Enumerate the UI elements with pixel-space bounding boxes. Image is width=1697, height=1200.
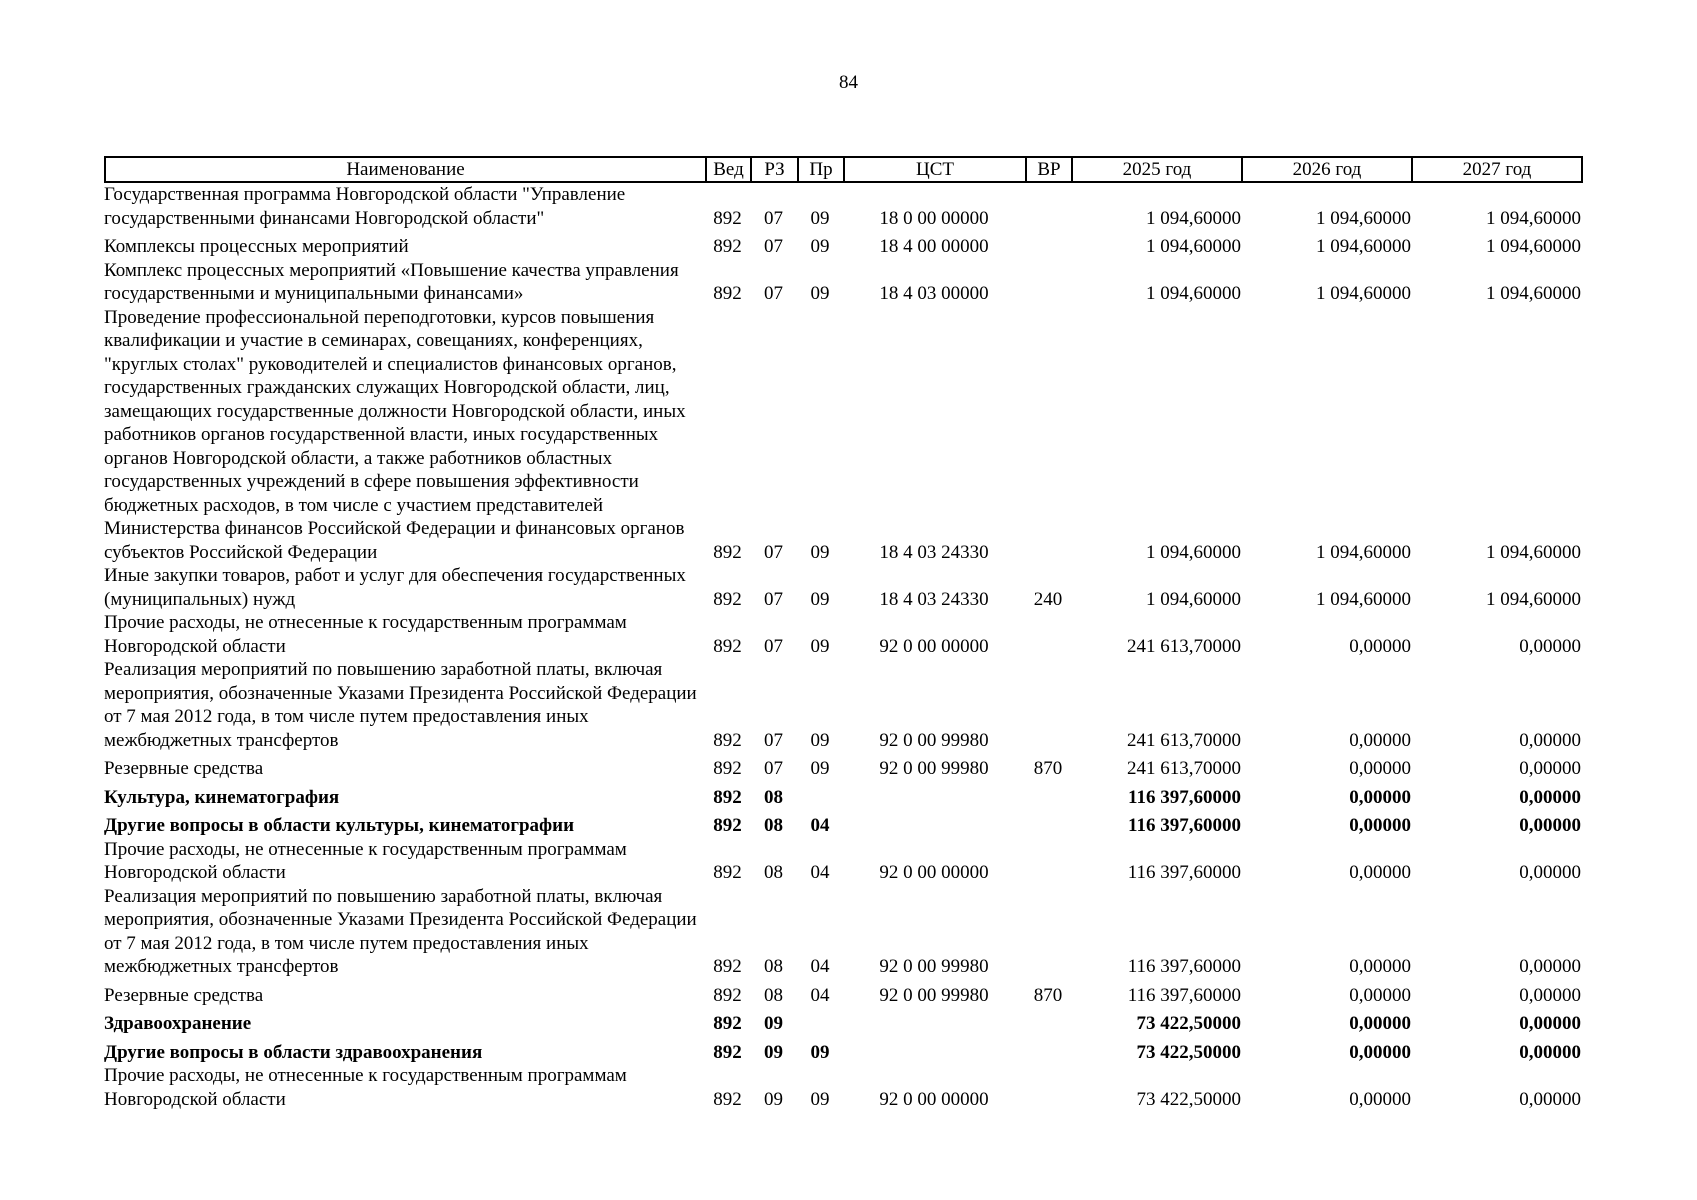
table-row xyxy=(104,259,1581,306)
row-cst xyxy=(843,1041,1025,1065)
row-cst: 92 0 00 99980 xyxy=(879,984,989,1006)
row-ved: 892 xyxy=(713,1088,742,1110)
table-row xyxy=(104,757,1581,781)
row-pr: 04 xyxy=(810,956,830,977)
row-pr: 09 xyxy=(810,729,830,751)
row-ved: 892 xyxy=(713,758,742,779)
row-name: Культура, кинематография xyxy=(104,786,340,808)
row-cst xyxy=(843,814,1025,838)
row-ved: 892 xyxy=(713,729,742,751)
row-2027: 0,00000 xyxy=(1519,786,1581,808)
budget-table xyxy=(104,183,1581,1111)
row-ved: 892 xyxy=(713,786,742,808)
table-row xyxy=(104,1041,1581,1065)
row-2027: 0,00000 xyxy=(1519,1088,1581,1110)
row-ved: 892 xyxy=(713,1041,742,1063)
page-number: 84 xyxy=(839,72,858,93)
row-2027: 1 094,60000 xyxy=(1486,588,1581,610)
row-pr: 09 xyxy=(810,283,830,304)
row-pr: 09 xyxy=(810,588,830,610)
row-name: Комплекс процессных мероприятий «Повышение качества управления государственными и муниципальными финансами» xyxy=(104,259,679,304)
header-vr: ВР xyxy=(1026,157,1072,182)
row-vr xyxy=(1025,658,1071,752)
row-ved: 892 xyxy=(713,283,742,304)
row-rz: 09 xyxy=(764,1088,783,1110)
row-pr: 09 xyxy=(810,1088,830,1110)
row-cst: 18 4 00 00000 xyxy=(879,236,989,257)
row-cst: 92 0 00 99980 xyxy=(879,956,989,977)
row-2026: 1 094,60000 xyxy=(1316,541,1411,563)
row-vr: 870 xyxy=(1033,758,1063,779)
row-ved: 892 xyxy=(713,956,742,977)
header-name: Наименование xyxy=(105,157,706,182)
header-2026: 2026 год xyxy=(1242,157,1412,182)
table-row xyxy=(104,885,1581,979)
row-vr xyxy=(1025,1041,1071,1065)
row-2026: 0,00000 xyxy=(1349,984,1411,1006)
row-2027: 0,00000 xyxy=(1519,862,1581,883)
row-2025: 73 422,50000 xyxy=(1136,1013,1241,1034)
row-rz: 07 xyxy=(764,236,783,257)
row-vr xyxy=(1025,786,1071,810)
row-pr: 09 xyxy=(810,758,830,779)
row-2027: 0,00000 xyxy=(1519,635,1581,657)
row-rz: 08 xyxy=(764,956,783,977)
header-rz: РЗ xyxy=(751,157,798,182)
table-row xyxy=(104,838,1581,885)
row-rz: 07 xyxy=(764,283,783,304)
row-rz: 07 xyxy=(764,758,783,779)
row-2025: 116 397,60000 xyxy=(1127,984,1241,1006)
row-2027: 1 094,60000 xyxy=(1486,207,1581,229)
table-body xyxy=(104,183,1581,1111)
table-row xyxy=(104,611,1581,658)
row-rz: 07 xyxy=(764,635,783,657)
row-2025: 241 613,70000 xyxy=(1127,635,1241,657)
row-pr: 09 xyxy=(810,635,830,657)
row-2027: 0,00000 xyxy=(1519,729,1581,751)
row-2025: 1 094,60000 xyxy=(1146,588,1241,610)
row-pr: 04 xyxy=(810,984,830,1006)
row-vr xyxy=(1025,838,1071,885)
row-cst: 92 0 00 00000 xyxy=(879,635,989,657)
row-2026: 1 094,60000 xyxy=(1316,207,1411,229)
table-row xyxy=(104,658,1581,752)
row-name: Проведение профессиональной переподготовки, курсов повышения квалификации и участие в семинарах, совещаниях, конференциях, "круглых столах" руководителей и специалистов финансовых органов, государственных гражданских служащих Новгородской области, лиц, замещающих государственные должности Новгородской области, иных работников органов государственной власти, иных государственных органов Новгородской области, а также работников областных государственных учреждений в сфере повышения эффективности бюджетных расходов, в том числе с участием представителей Министерства финансов Российской Федерации и финансовых органов субъектов Российской Федерации xyxy=(104,306,686,563)
row-ved: 892 xyxy=(713,815,742,836)
row-vr xyxy=(1025,235,1071,259)
row-rz: 07 xyxy=(764,541,783,563)
row-2027: 1 094,60000 xyxy=(1486,236,1581,257)
table-row xyxy=(104,1012,1581,1036)
row-2025: 73 422,50000 xyxy=(1136,1041,1241,1063)
row-2027: 1 094,60000 xyxy=(1486,283,1581,304)
row-rz: 08 xyxy=(764,984,783,1006)
row-2026: 0,00000 xyxy=(1349,956,1411,977)
row-name: Иные закупки товаров, работ и услуг для обеспечения государственных (муниципальных) нужд xyxy=(104,565,686,610)
row-cst xyxy=(843,786,1025,810)
row-pr: 09 xyxy=(810,1041,830,1063)
row-ved: 892 xyxy=(713,635,742,657)
row-rz: 07 xyxy=(764,729,783,751)
row-2025: 73 422,50000 xyxy=(1136,1088,1241,1110)
row-2026: 1 094,60000 xyxy=(1316,236,1411,257)
row-name: Прочие расходы, не отнесенные к государственным программам Новгородской области xyxy=(104,612,627,657)
row-rz: 09 xyxy=(764,1013,783,1034)
row-cst: 92 0 00 00000 xyxy=(879,862,989,883)
row-name: Резервные средства xyxy=(104,758,264,779)
row-cst: 18 4 03 24330 xyxy=(879,588,989,610)
row-2026: 0,00000 xyxy=(1349,1013,1411,1034)
table-row xyxy=(104,984,1581,1008)
row-name: Другие вопросы в области здравоохранения xyxy=(104,1041,483,1063)
row-ved: 892 xyxy=(713,541,742,563)
row-2025: 241 613,70000 xyxy=(1127,758,1241,779)
row-vr xyxy=(1025,183,1071,230)
row-vr xyxy=(1025,1012,1071,1036)
row-2025: 116 397,60000 xyxy=(1127,956,1241,977)
row-2025: 116 397,60000 xyxy=(1128,815,1241,836)
row-ved: 892 xyxy=(713,236,742,257)
table-row xyxy=(104,786,1581,810)
row-2026: 0,00000 xyxy=(1349,758,1411,779)
row-cst: 18 0 00 00000 xyxy=(879,207,989,229)
row-2026: 0,00000 xyxy=(1349,815,1411,836)
row-2026: 0,00000 xyxy=(1349,635,1411,657)
row-2025: 1 094,60000 xyxy=(1146,236,1241,257)
header-2027: 2027 год xyxy=(1412,157,1582,182)
row-2026: 1 094,60000 xyxy=(1316,283,1411,304)
row-cst: 92 0 00 99980 xyxy=(879,758,989,779)
row-pr: 04 xyxy=(810,862,830,883)
row-name: Реализация мероприятий по повышению заработной платы, включая мероприятия, обозначенные Указами Президента Российской Федерации от 7 мая 2012 года, в том числе путем предоставления иных межбюджетных трансфертов xyxy=(104,885,697,977)
row-vr: 240 xyxy=(1033,588,1063,610)
row-pr: 09 xyxy=(810,236,830,257)
table-row xyxy=(104,183,1581,230)
row-name: Резервные средства xyxy=(104,984,264,1006)
row-name: Прочие расходы, не отнесенные к государственным программам Новгородской области xyxy=(104,838,627,883)
row-2027: 0,00000 xyxy=(1519,815,1581,836)
row-ved: 892 xyxy=(713,984,742,1006)
row-vr xyxy=(1025,611,1071,658)
table-row xyxy=(104,235,1581,259)
header-cst: ЦСТ xyxy=(844,157,1026,182)
row-name: Здравоохранение xyxy=(104,1013,252,1034)
row-name: Прочие расходы, не отнесенные к государственным программам Новгородской области xyxy=(104,1065,627,1110)
row-cst xyxy=(843,1012,1025,1036)
row-vr xyxy=(1025,1064,1071,1111)
row-2025: 241 613,70000 xyxy=(1127,729,1241,751)
row-name: Государственная программа Новгородской области "Управление государственными финансами Новгородской области" xyxy=(104,184,626,229)
row-2026: 0,00000 xyxy=(1349,862,1411,883)
row-rz: 08 xyxy=(764,815,783,836)
row-2026: 0,00000 xyxy=(1349,729,1411,751)
row-pr xyxy=(797,786,843,810)
row-2026: 0,00000 xyxy=(1349,786,1411,808)
row-2026: 1 094,60000 xyxy=(1316,588,1411,610)
row-cst: 18 4 03 24330 xyxy=(879,541,989,563)
row-2025: 1 094,60000 xyxy=(1146,207,1241,229)
row-2026: 0,00000 xyxy=(1349,1088,1411,1110)
row-pr xyxy=(797,1012,843,1036)
row-rz: 08 xyxy=(764,862,783,883)
row-ved: 892 xyxy=(713,862,742,883)
row-name: Реализация мероприятий по повышению заработной платы, включая мероприятия, обозначенные Указами Президента Российской Федерации от 7 мая 2012 года, в том числе путем предоставления иных межбюджетных трансфертов xyxy=(104,659,697,751)
row-vr xyxy=(1025,306,1071,565)
row-2026: 0,00000 xyxy=(1349,1041,1411,1063)
row-vr xyxy=(1025,885,1071,979)
row-vr: 870 xyxy=(1033,984,1063,1006)
row-2027: 0,00000 xyxy=(1519,984,1581,1006)
row-2027: 0,00000 xyxy=(1519,1041,1581,1063)
row-ved: 892 xyxy=(713,1013,742,1034)
table-row xyxy=(104,564,1581,611)
header-pr: Пр xyxy=(798,157,844,182)
row-2027: 0,00000 xyxy=(1519,956,1581,977)
row-2025: 116 397,60000 xyxy=(1128,786,1241,808)
row-pr: 09 xyxy=(810,207,830,229)
row-2025: 1 094,60000 xyxy=(1146,541,1241,563)
table-header xyxy=(104,156,1583,183)
header-ved: Вед xyxy=(706,157,751,182)
row-name: Другие вопросы в области культуры, кинематографии xyxy=(104,815,575,836)
row-vr xyxy=(1025,814,1071,838)
row-cst: 92 0 00 99980 xyxy=(879,729,989,751)
row-pr: 09 xyxy=(810,541,830,563)
row-vr xyxy=(1025,259,1071,306)
row-rz: 09 xyxy=(764,1041,783,1063)
row-rz: 08 xyxy=(764,786,783,808)
row-ved: 892 xyxy=(713,588,742,610)
row-rz: 07 xyxy=(764,588,783,610)
row-2025: 1 094,60000 xyxy=(1146,283,1241,304)
row-2027: 0,00000 xyxy=(1519,1013,1581,1034)
row-name: Комплексы процессных мероприятий xyxy=(104,236,409,257)
row-ved: 892 xyxy=(713,207,742,229)
row-cst: 92 0 00 00000 xyxy=(879,1088,989,1110)
table-row xyxy=(104,306,1581,565)
table-row xyxy=(104,814,1581,838)
row-rz: 07 xyxy=(764,207,783,229)
row-cst: 18 4 03 00000 xyxy=(879,283,989,304)
table-row xyxy=(104,1064,1581,1111)
row-2027: 1 094,60000 xyxy=(1486,541,1581,563)
row-2025: 116 397,60000 xyxy=(1127,862,1241,883)
row-pr: 04 xyxy=(810,815,830,836)
row-2027: 0,00000 xyxy=(1519,758,1581,779)
header-2025: 2025 год xyxy=(1072,157,1242,182)
